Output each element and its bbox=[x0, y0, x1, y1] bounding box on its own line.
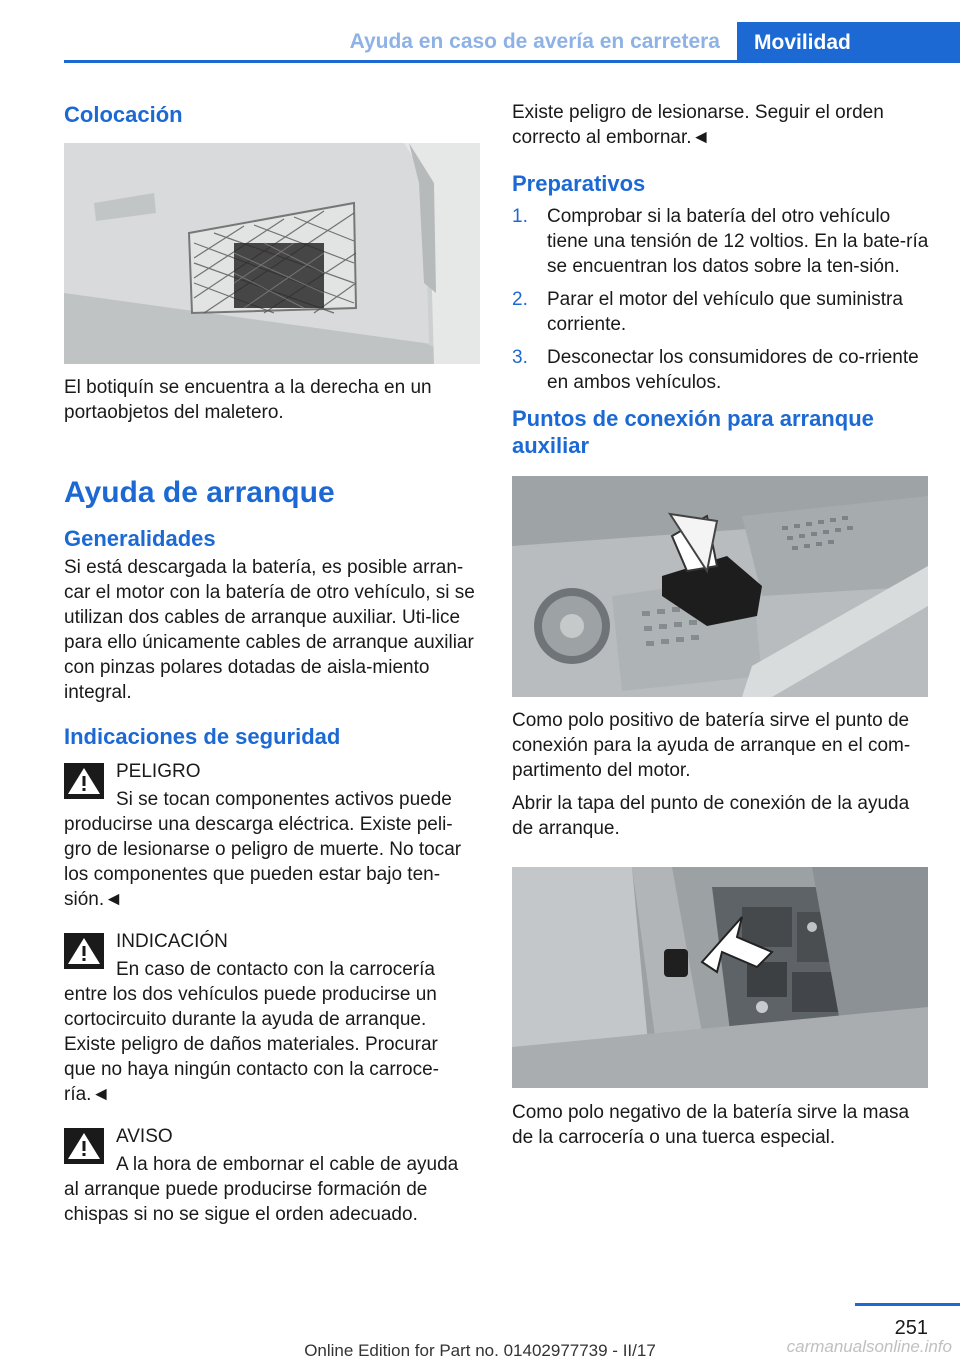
warning-triangle-icon bbox=[64, 1128, 104, 1164]
edition-footer: Online Edition for Part no. 01402977739 - II/17 bbox=[304, 1341, 656, 1360]
placement-heading: Colocación bbox=[64, 102, 183, 127]
negative-terminal-text: Como polo negativo de la batería sirve la masa de la carrocería o una tuerca especial. bbox=[512, 1102, 910, 1148]
right-column bbox=[512, 100, 930, 1150]
warning-text: al arranque puede producirse formación de chispas si no se sigue el orden adecuado. bbox=[64, 1179, 428, 1225]
positive-terminal-text: Como polo positivo de batería sirve el punto de conexión para la ayuda de arranque en el com-partimento del motor. bbox=[512, 710, 911, 781]
step-number: 2. bbox=[512, 289, 528, 310]
positive-terminal-image bbox=[512, 476, 928, 697]
step-text: Desconectar los consumidores de co-rriente en ambos vehículos. bbox=[547, 347, 919, 393]
chapter-tab: Movilidad bbox=[737, 22, 960, 62]
step-text: Parar el motor del vehículo que suministra corriente. bbox=[547, 289, 903, 335]
warning-caution bbox=[64, 1124, 482, 1227]
preparation-steps bbox=[512, 204, 930, 395]
general-text: Si está descargada la batería, es posible arran-car el motor con la batería de otro vehículo, si se utilizan dos cables de arranque auxiliar. Uti-lice para ello únicamente cables de arranque auxiliar con pinzas polares dotadas de aisla-miento integral. bbox=[64, 557, 475, 703]
step-number: 3. bbox=[512, 347, 528, 368]
watermark: carmanualsonline.info bbox=[786, 1337, 952, 1356]
warning-title: INDICACIÓN bbox=[116, 931, 228, 952]
jump-start-title: Ayuda de arranque bbox=[64, 476, 335, 509]
warning-text: producirse una descarga eléctrica. Existe peli-gro de lesionarse o peligro de muerte. No tocar los componentes que pueden estar bajo ten-sión.◄ bbox=[64, 814, 462, 910]
warning-triangle-icon bbox=[64, 933, 104, 969]
step-item bbox=[512, 287, 930, 337]
placement-text: El botiquín se encuentra a la derecha en un portaobjetos del maletero. bbox=[64, 377, 432, 423]
intro-text: Existe peligro de lesionarse. Seguir el orden correcto al embornar.◄ bbox=[512, 102, 884, 148]
warning-notice bbox=[64, 929, 482, 1107]
warning-text-first: En caso de contacto con la carrocería bbox=[116, 959, 435, 980]
warning-title: AVISO bbox=[116, 1126, 173, 1147]
warning-danger bbox=[64, 759, 482, 912]
safety-heading: Indicaciones de seguridad bbox=[64, 724, 341, 749]
warning-text-first: A la hora de embornar el cable de ayuda bbox=[116, 1154, 459, 1175]
step-item bbox=[512, 345, 930, 395]
warning-triangle-icon bbox=[64, 763, 104, 799]
warning-text-first: Si se tocan componentes activos puede bbox=[116, 789, 452, 810]
trunk-net-image bbox=[64, 143, 480, 364]
page-number: 251 bbox=[894, 1317, 928, 1339]
connection-points-heading: Puntos de conexión para arranque auxiliar bbox=[512, 406, 874, 458]
warning-text: entre los dos vehículos puede producirse un cortocircuito durante la ayuda de arranque. Existe peligro de daños materiales. Procurar que no haya ningún contacto con la carroce-ría.◄ bbox=[64, 984, 439, 1105]
negative-terminal-image bbox=[512, 867, 928, 1088]
section-title: Ayuda en caso de avería en carretera bbox=[349, 30, 720, 53]
general-heading: Generalidades bbox=[64, 526, 216, 551]
header-rule bbox=[64, 60, 960, 63]
page-number-rule bbox=[855, 1303, 960, 1306]
preparation-heading: Preparativos bbox=[512, 171, 646, 196]
warning-title: PELIGRO bbox=[116, 761, 201, 782]
step-item bbox=[512, 204, 930, 279]
left-column bbox=[64, 100, 482, 1227]
open-cover-text: Abrir la tapa del punto de conexión de la ayuda de arranque. bbox=[512, 793, 910, 839]
page-header bbox=[0, 0, 960, 62]
step-number: 1. bbox=[512, 206, 528, 227]
step-text: Comprobar si la batería del otro vehículo tiene una tensión de 12 voltios. En la bate-ría se encuentran los datos sobre la ten-sión. bbox=[547, 206, 929, 277]
